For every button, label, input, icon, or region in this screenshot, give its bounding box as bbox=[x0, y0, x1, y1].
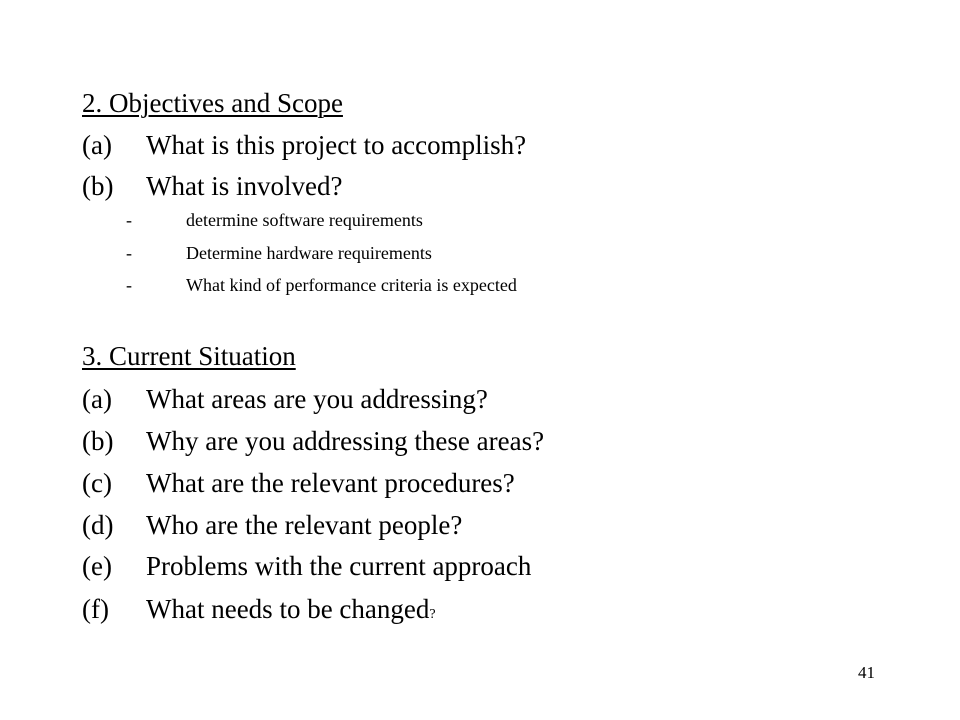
subitem-text: determine software requirements bbox=[186, 210, 423, 230]
section-2-item-b bbox=[82, 173, 342, 200]
item-text: What areas are you addressing? bbox=[146, 384, 488, 414]
subitem-dash: - bbox=[126, 243, 132, 263]
subitem-dash: - bbox=[126, 275, 132, 295]
item-text: What are the relevant procedures? bbox=[146, 468, 515, 498]
item-marker: (f) bbox=[82, 594, 109, 624]
section-2-item-a bbox=[82, 132, 526, 159]
section-3-item-c bbox=[82, 470, 515, 497]
section-3-item-a bbox=[82, 386, 488, 413]
item-marker: (b) bbox=[82, 426, 114, 456]
item-text: Problems with the current approach bbox=[146, 551, 532, 581]
item-text: What is involved? bbox=[146, 171, 343, 201]
item-text: Who are the relevant people? bbox=[146, 510, 463, 540]
item-marker: (a) bbox=[82, 384, 112, 414]
section-3-item-e bbox=[82, 553, 531, 580]
section-2-subitem-2 bbox=[126, 244, 432, 262]
item-marker: (d) bbox=[82, 510, 114, 540]
item-marker: (a) bbox=[82, 130, 112, 160]
page-number: 41 bbox=[858, 663, 875, 682]
section-2-heading: 2. Objectives and Scope bbox=[82, 88, 343, 118]
item-marker: (b) bbox=[82, 171, 114, 201]
subitem-text: Determine hardware requirements bbox=[186, 243, 432, 263]
item-suffix: ? bbox=[429, 607, 436, 622]
item-text: Why are you addressing these areas? bbox=[146, 426, 545, 456]
section-3-item-b bbox=[82, 428, 544, 455]
item-text: What needs to be changed bbox=[146, 594, 430, 624]
section-2-subitem-1 bbox=[126, 211, 423, 229]
subitem-text: What kind of performance criteria is expected bbox=[186, 275, 517, 295]
item-marker: (c) bbox=[82, 468, 112, 498]
section-2-subitem-3 bbox=[126, 276, 517, 294]
section-3-item-d bbox=[82, 512, 462, 539]
item-text: What is this project to accomplish? bbox=[146, 130, 527, 160]
section-3-item-f bbox=[82, 596, 436, 623]
section-3-heading: 3. Current Situation bbox=[82, 341, 296, 371]
subitem-dash: - bbox=[126, 210, 132, 230]
item-marker: (e) bbox=[82, 551, 112, 581]
